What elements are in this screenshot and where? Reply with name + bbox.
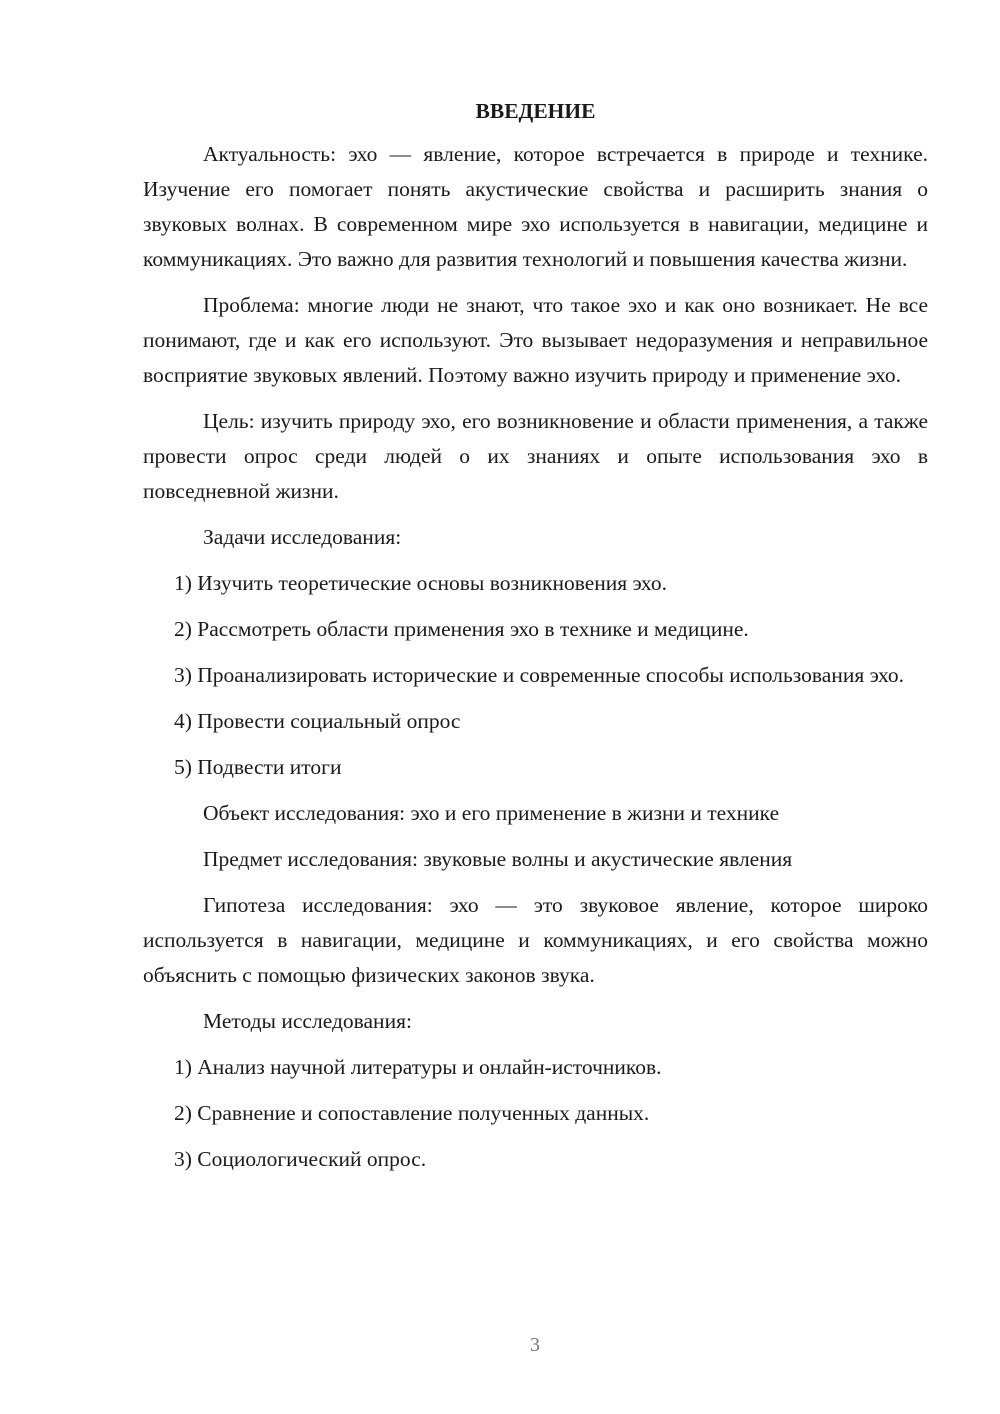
page-number: 3 xyxy=(530,1334,540,1356)
task-item: 4) Провести социальный опрос xyxy=(174,709,461,733)
method-item: 2) Сравнение и сопоставление полученных данных. xyxy=(174,1101,650,1125)
research-subject: Предмет исследования: звуковые волны и акустические явления xyxy=(203,847,793,871)
section-heading: ВВЕДЕНИЕ xyxy=(475,99,596,123)
task-item: 2) Рассмотреть области применения эхо в технике и медицине. xyxy=(174,617,749,641)
method-item: 1) Анализ научной литературы и онлайн-источников. xyxy=(174,1055,662,1079)
method-item: 3) Социологический опрос. xyxy=(174,1147,427,1171)
paragraph-relevance: Актуальность: эхо — явление, которое встречается в природе и технике. Изучение его помогает понять акустические свойства и расширить знания о звуковых волнах. В современном мире эхо используется в навигации, медицине и коммуникациях. Это важно для развития технологий и повышения качества жизни. xyxy=(143,142,928,271)
tasks-title: Задачи исследования: xyxy=(203,525,402,549)
document-page xyxy=(143,96,928,1188)
methods-title: Методы исследования: xyxy=(203,1009,412,1033)
task-item: 5) Подвести итоги xyxy=(174,755,342,779)
task-item: 1) Изучить теоретические основы возникновения эхо. xyxy=(174,571,667,595)
paragraph-problem: Проблема: многие люди не знают, что такое эхо и как оно возникает. Не все понимают, где и как его используют. Это вызывает недоразумения и неправильное восприятие звуковых явлений. Поэтому важно изучить природу и применение эхо. xyxy=(143,293,928,387)
paragraph-hypothesis: Гипотеза исследования: эхо — это звуковое явление, которое широко используется в навигации, медицине и коммуникациях, и его свойства можно объяснить с помощью физических законов звука. xyxy=(143,893,928,987)
research-object: Объект исследования: эхо и его применение в жизни и технике xyxy=(203,801,780,825)
paragraph-goal: Цель: изучить природу эхо, его возникновение и области применения, а также провести опрос среди людей о их знаниях и опыте использования эхо в повседневной жизни. xyxy=(143,409,928,503)
task-item: 3) Проанализировать исторические и современные способы использования эхо. xyxy=(174,663,905,687)
